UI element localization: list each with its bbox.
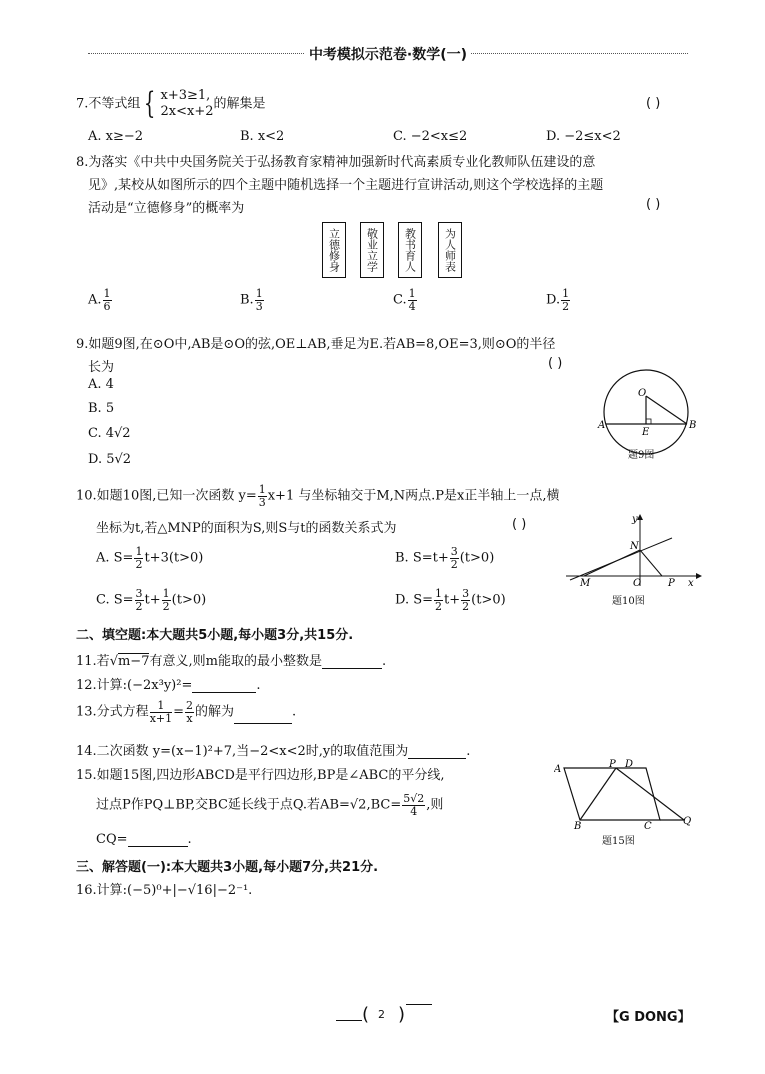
label-m: M — [580, 578, 591, 588]
q10-option-d — [395, 588, 506, 612]
segment-bp — [580, 768, 616, 820]
equals-sign: = — [173, 704, 185, 720]
fraction — [134, 546, 143, 570]
numerator: 1 — [255, 287, 263, 300]
q15-text: 过点P作PQ⊥BP,交BC延长线于点Q.若AB=√2,BC= — [96, 797, 402, 813]
numerator: 3 — [135, 587, 143, 600]
fraction — [561, 288, 570, 312]
q9-option-d: D. 5√2 — [88, 452, 132, 467]
q7-answer-bracket: ( ) — [646, 96, 661, 111]
denominator: x — [186, 711, 193, 725]
brace-symbol: { — [144, 86, 156, 121]
q9-option-a: A. 4 — [88, 377, 114, 392]
figure-15 — [554, 758, 696, 830]
fraction — [150, 700, 172, 724]
segment-np — [640, 550, 662, 576]
question-16: 16.计算:(−5)⁰+|−√16|−2⁻¹. — [76, 883, 253, 898]
numerator: 3 — [450, 545, 458, 558]
q14-text: 14.二次函数 y=(x−1)²+7,当−2<x<2时,y的取值范围为 — [76, 744, 409, 759]
answer-blank[interactable] — [128, 834, 188, 847]
parallelogram-abcd — [564, 768, 660, 820]
denominator: 4 — [410, 804, 418, 818]
q10-option-b — [395, 546, 494, 570]
q7-line1: x+3≥1, — [160, 88, 211, 103]
answer-blank[interactable] — [192, 680, 256, 693]
page-title: 中考模拟示范卷·数学(一) — [305, 44, 471, 64]
q15-end: . — [187, 832, 192, 847]
fraction — [162, 588, 171, 612]
q10-option-a — [96, 546, 203, 570]
numerator: 1 — [258, 483, 266, 496]
q10-answer-bracket: ( ) — [512, 517, 527, 532]
q8-option-d — [546, 288, 571, 312]
denominator: 6 — [103, 299, 111, 313]
numerator: 3 — [462, 587, 470, 600]
denominator: 3 — [258, 495, 266, 509]
q12-text: 12.计算:(−2x³y)²= — [76, 678, 193, 693]
fraction — [434, 588, 443, 612]
card-text: 立德修身 — [327, 228, 341, 272]
q15-line3 — [96, 832, 192, 847]
numerator: 1 — [435, 587, 443, 600]
footer-rule-right — [406, 1004, 432, 1005]
label-x: x — [688, 578, 694, 588]
fraction — [103, 288, 112, 312]
numerator: 1 — [135, 545, 143, 558]
label-c: C — [644, 821, 652, 830]
theme-card — [360, 222, 384, 278]
x-axis-arrow — [696, 573, 702, 579]
q15-line1: 15.如题15图,四边形ABCD是平行四边形,BP是∠ABC的平分线, — [76, 768, 445, 783]
q8-line2: 见》,某校从如图所示的四个主题中随机选择一个主题进行宣讲活动,则这个学校选择的主题 — [88, 178, 604, 193]
fraction — [450, 546, 459, 570]
answer-blank[interactable] — [408, 746, 466, 759]
q7-option-c: C. −2<x≤2 — [393, 129, 468, 144]
denominator: 2 — [462, 599, 470, 613]
denominator: 4 — [408, 299, 416, 313]
fraction — [255, 288, 264, 312]
right-paren: ) — [398, 1004, 406, 1025]
denominator: x+1 — [149, 711, 173, 725]
question-12 — [76, 674, 261, 693]
right-angle-mark — [646, 419, 651, 424]
sqrt-symbol: √ — [109, 654, 118, 669]
q9-line1: 9.如题9图,在⊙O中,AB是⊙O的弦,OE⊥AB,垂足为E.若AB=8,OE=3,则⊙O的半径 — [76, 337, 556, 352]
label-b: B — [689, 420, 697, 431]
option-label: A. — [88, 292, 102, 308]
y-axis-arrow — [637, 514, 643, 520]
option-text: (t>0) — [459, 550, 495, 566]
fraction — [402, 793, 425, 817]
figure-10 — [562, 512, 702, 588]
figure-10-caption: 题10图 — [612, 596, 645, 607]
denominator: 2 — [135, 557, 143, 571]
q12-end: . — [256, 678, 261, 693]
figure-15-caption: 题15图 — [602, 836, 635, 847]
fraction — [461, 588, 470, 612]
label-o: O — [633, 578, 642, 588]
q8-option-b — [240, 288, 265, 312]
label-e: E — [642, 427, 650, 438]
q8-line1: 8.为落实《中共中央国务院关于弘扬教育家精神加强新时代高素质专业化教师队伍建设的意 — [76, 155, 596, 170]
numerator: 2 — [186, 699, 194, 712]
option-text: t+ — [144, 592, 161, 608]
theme-card — [438, 222, 462, 278]
numerator: 1 — [103, 287, 111, 300]
theme-card — [398, 222, 422, 278]
q9-option-c: C. 4√2 — [88, 426, 131, 441]
label-n: N — [630, 541, 639, 552]
fraction — [185, 700, 194, 724]
label-p: P — [668, 578, 675, 588]
q10-line2: 坐标为t,若△MNP的面积为S,则S与t的函数关系式为 — [96, 521, 397, 536]
q14-end: . — [466, 744, 471, 759]
card-text: 教书育人 — [403, 228, 417, 272]
q7-line2: 2x<x+2 — [160, 104, 214, 119]
numerator: 1 — [408, 287, 416, 300]
denominator: 2 — [450, 557, 458, 571]
left-paren: ( — [362, 1004, 370, 1025]
figure-9-caption: 题9图 — [628, 450, 655, 461]
segment-pq — [616, 768, 684, 820]
q8-option-a — [88, 288, 113, 312]
option-text: t+ — [444, 592, 461, 608]
denominator: 2 — [562, 299, 570, 313]
denominator: 2 — [435, 599, 443, 613]
denominator: 2 — [135, 599, 143, 613]
fraction — [408, 288, 417, 312]
q13-end: . — [292, 704, 297, 720]
q10-text: 10.如题10图,已知一次函数 y= — [76, 488, 257, 504]
label-p: P — [609, 759, 616, 770]
option-label: D. — [546, 292, 561, 308]
option-text: t+3(t>0) — [144, 550, 204, 566]
option-text: (t>0) — [471, 592, 506, 608]
label-o: O — [638, 388, 647, 399]
question-14 — [76, 740, 470, 759]
section-2-title: 二、填空题:本大题共5小题,每小题3分,共15分. — [76, 628, 354, 643]
q10-line1 — [76, 484, 560, 508]
q11-text: 11.若 — [76, 654, 110, 669]
q10-option-c — [96, 588, 206, 612]
footer-rule-left — [336, 1020, 362, 1021]
label-d: D — [625, 759, 634, 770]
option-text: D. S= — [395, 592, 434, 608]
q7-option-b: B. x<2 — [240, 129, 285, 144]
numerator: 5√2 — [403, 792, 425, 805]
question-7 — [76, 88, 266, 120]
q8-line3: 活动是“立德修身”的概率为 — [88, 201, 245, 216]
q9-option-b: B. 5 — [88, 401, 115, 416]
denominator: 2 — [162, 599, 170, 613]
label-a: A — [554, 764, 562, 775]
q11-end: . — [381, 654, 387, 669]
option-text: C. S= — [96, 592, 134, 608]
label-b: B — [574, 821, 582, 830]
q9-line2: 长为 — [88, 360, 115, 375]
sqrt-content: m−7 — [117, 654, 150, 669]
page-number-block — [336, 1006, 436, 1028]
q7-option-a: A. x≥−2 — [88, 129, 144, 144]
q9-answer-bracket: ( ) — [548, 356, 563, 371]
option-label: C. — [393, 292, 407, 308]
numerator: 1 — [150, 700, 172, 713]
q15-line2 — [96, 793, 443, 817]
option-label: B. — [240, 292, 254, 308]
numerator: 1 — [562, 287, 570, 300]
q15-text: ,则 — [426, 797, 444, 813]
q13-text: 13.分式方程 — [76, 704, 149, 720]
card-text: 为人师表 — [443, 228, 457, 272]
page-header — [88, 44, 688, 64]
label-y: y — [632, 514, 638, 525]
q11-text: 有意义,则m能取的最小整数是 — [149, 654, 322, 669]
q7-text-pre: 7.不等式组 — [76, 96, 141, 112]
section-3-title: 三、解答题(一):本大题共3小题,每小题7分,共21分. — [76, 860, 379, 875]
question-13 — [76, 700, 296, 724]
option-text: (t>0) — [171, 592, 207, 608]
q8-option-c — [393, 288, 418, 312]
q15-text: CQ= — [96, 832, 128, 847]
segment-mn — [584, 550, 640, 576]
edition-tag: 【G DONG】 — [606, 1010, 691, 1025]
question-11 — [76, 650, 386, 669]
label-a: A — [598, 420, 606, 431]
q10-text: x+1 与坐标轴交于M,N两点.P是x正半轴上一点,横 — [267, 488, 560, 504]
answer-blank[interactable] — [322, 656, 382, 669]
option-text: A. S= — [96, 550, 134, 566]
inequality-system — [161, 88, 214, 120]
q13-text: 的解为 — [195, 704, 235, 720]
label-q: Q — [683, 816, 692, 827]
option-text: B. S=t+ — [395, 550, 449, 566]
q8-answer-bracket: ( ) — [646, 197, 661, 212]
numerator: 1 — [162, 587, 170, 600]
q7-option-d: D. −2≤x<2 — [546, 129, 621, 144]
card-text: 敬业立学 — [365, 228, 379, 272]
q7-text-post: 的解集是 — [213, 96, 266, 112]
fraction — [258, 484, 267, 508]
answer-blank[interactable] — [234, 711, 292, 724]
denominator: 3 — [255, 299, 263, 313]
fraction — [135, 588, 144, 612]
theme-card — [322, 222, 346, 278]
segment-ob — [646, 396, 687, 424]
page-number: 2 — [378, 1008, 385, 1021]
